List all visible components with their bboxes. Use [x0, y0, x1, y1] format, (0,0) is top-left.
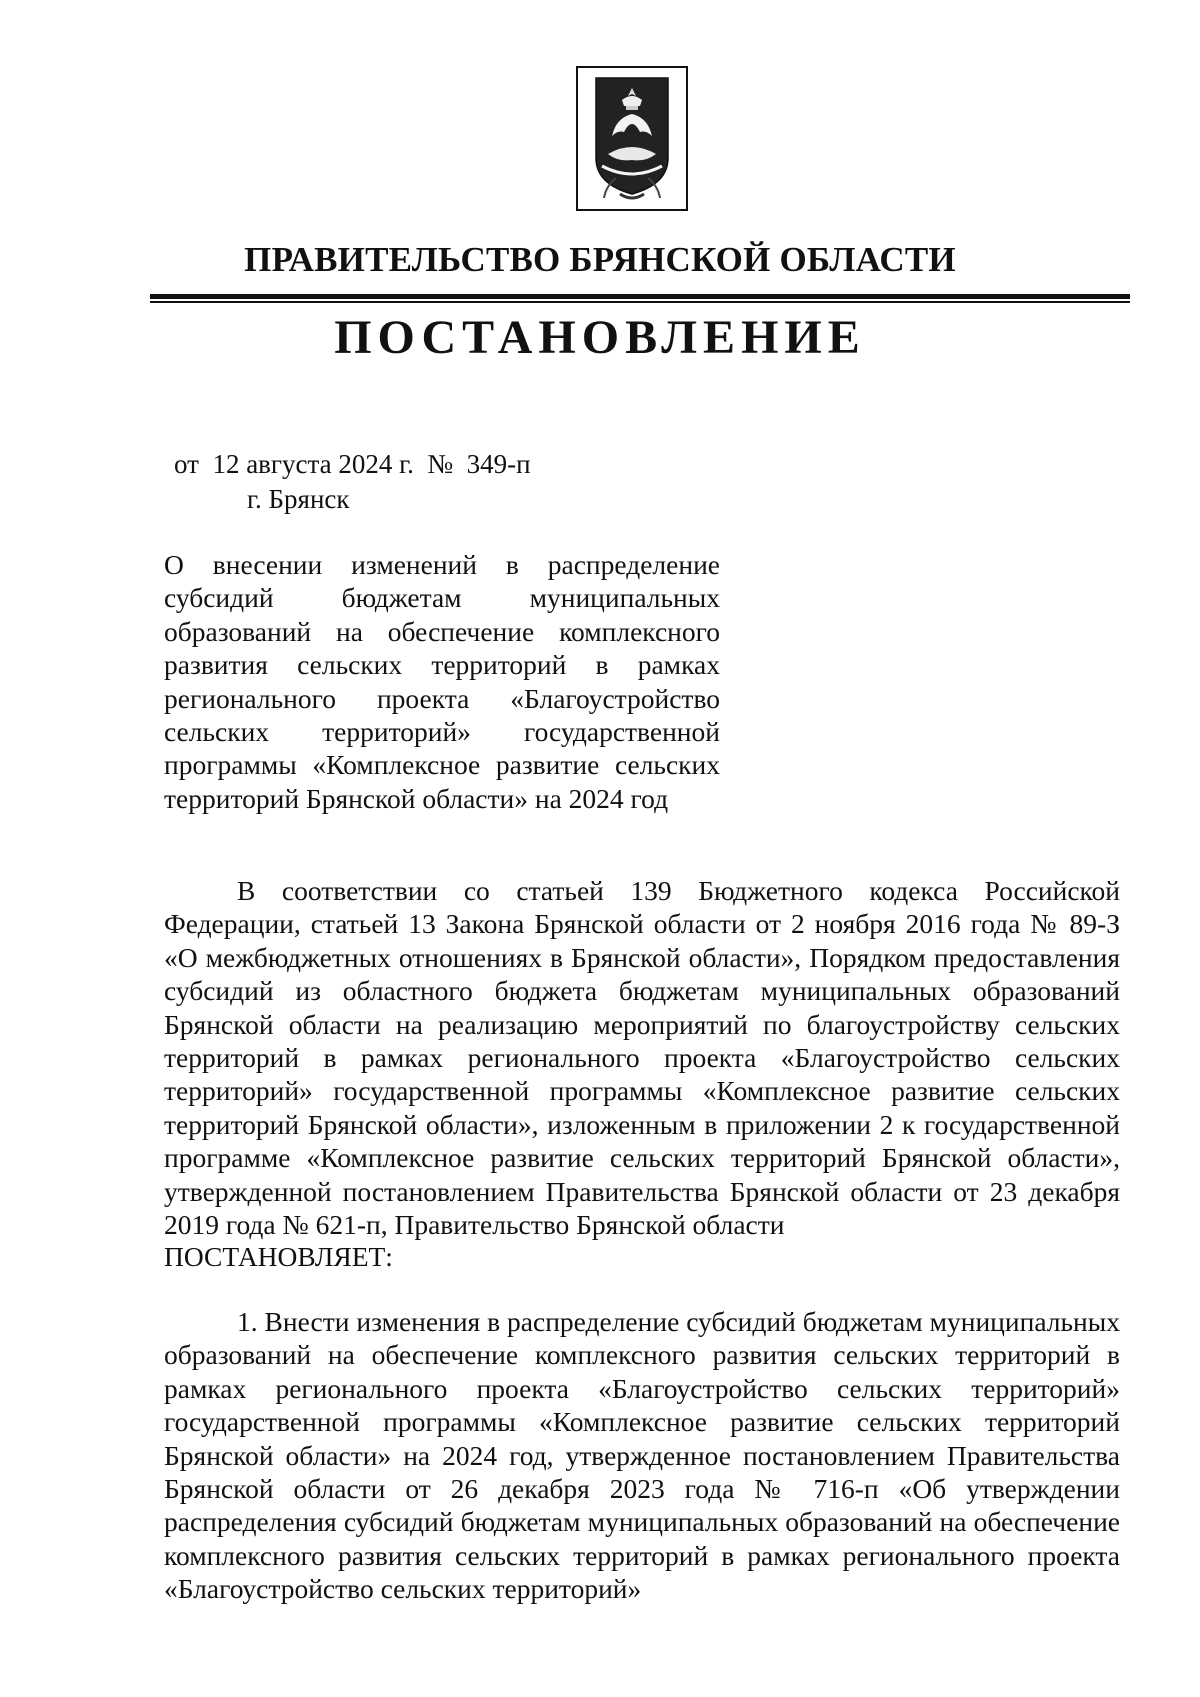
clause-1-paragraph: 1. Внести изменения в распределение субсидий бюджетам муниципальных образований на обеспечение комплексного развития сельских территорий в рамках регионального проекта «Благоустройство сельских территорий» государственной программы «Комплексное развитие сельских территорий Брянской области» на 2024 год, утвержденное постановлением Правительства Брянской области от 26 декабря 2023 года № 716-п «Об утверждении распределения субсидий бюджетам муниципальных образований на обеспечение комплексного развития сельских территорий в рамках регионального проекта «Благоустройство сельских территорий»: [164, 1306, 1120, 1605]
date-and-number: от 12 августа 2024 г. № 349-п: [174, 449, 531, 479]
document-type-title: ПОСТАНОВЛЕНИЕ: [334, 311, 866, 364]
resolves-heading: ПОСТАНОВЛЯЕТ:: [164, 1241, 393, 1272]
header-divider-thick: [150, 294, 1130, 299]
organization-title: ПРАВИТЕЛЬСТВО БРЯНСКОЙ ОБЛАСТИ: [244, 240, 956, 279]
document-subject: О внесении изменений в распределение субсидий бюджетам муниципальных образований на обеспечение комплексного развития сельских территорий в рамках регионального проекта «Благоустройство сельских территорий» государственной программы «Комплексное развитие сельских территорий Брянской области» на 2024 год: [164, 549, 720, 814]
city: г. Брянск: [247, 484, 350, 514]
preamble-paragraph: В соответствии со статьей 139 Бюджетного кодекса Российской Федерации, статьей 13 Закона Брянской области от 2 ноября 2016 года № 89-З «О межбюджетных отношениях в Брянской области», Порядком предоставления субсидий из областного бюджета бюджетам муниципальных образований Брянской области на реализацию мероприятий по благоустройству сельских территорий в рамках регионального проекта «Благоустройство сельских территорий» государственной программы «Комплексное развитие сельских территорий Брянской области», изложенным в приложении 2 к государственной программе «Комплексное развитие сельских территорий Брянской области», утвержденной постановлением Правительства Брянской области от 23 декабря 2019 года № 621-п, Правительство Брянской области: [164, 875, 1120, 1241]
coat-of-arms-icon: [576, 66, 688, 211]
header-divider-thin: [150, 301, 1130, 303]
